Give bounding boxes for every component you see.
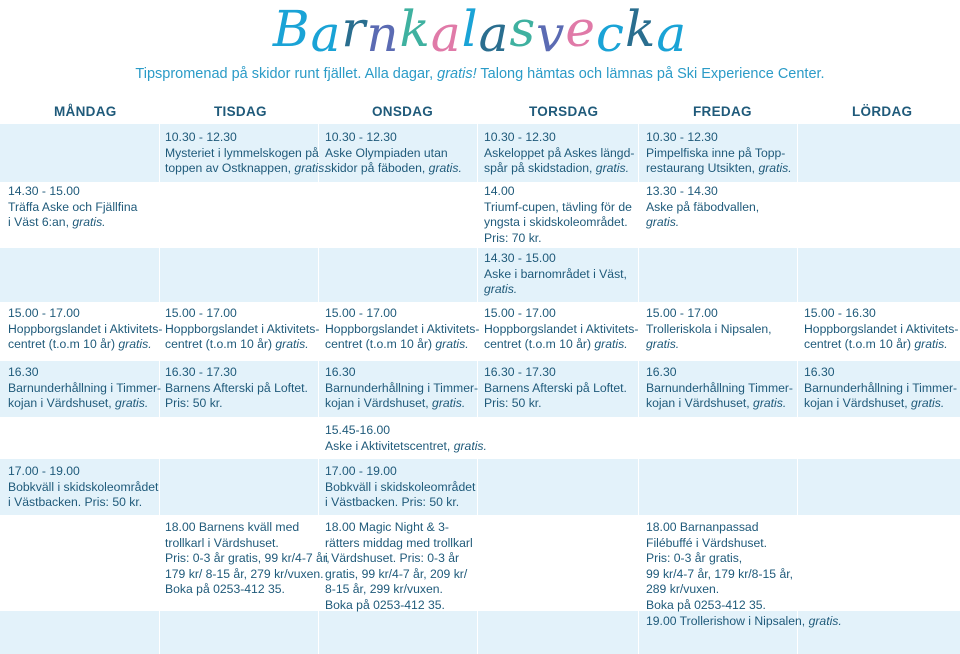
day-friday: FREDAG	[693, 104, 752, 119]
event-text-line	[325, 146, 462, 162]
title-letter: k	[625, 0, 657, 58]
event-gratis: gratis.	[432, 396, 466, 411]
event-text-line	[646, 536, 793, 552]
event-time-line	[646, 520, 793, 536]
subtitle	[0, 66, 960, 82]
event-gratis: gratis.	[594, 337, 628, 352]
event-time-line	[165, 365, 308, 381]
event-time-line	[165, 306, 319, 322]
event-text-line	[484, 200, 632, 216]
event-text-line	[8, 337, 162, 353]
event-text-line	[804, 381, 957, 397]
event-text-line	[804, 322, 958, 338]
event-text: Hoppborgslandet i Aktivitets-	[804, 321, 959, 336]
event-time-line	[8, 306, 162, 322]
event-time-line	[646, 184, 759, 200]
event-text: Barnunderhållning Timmer-	[646, 380, 793, 395]
event-time-line	[484, 130, 634, 146]
event-time-line	[8, 184, 137, 200]
event-cell	[325, 365, 478, 412]
title-letter: a	[656, 5, 688, 63]
event-text: centret (t.o.m 10 år)	[165, 337, 276, 352]
event-cell	[165, 306, 319, 353]
event-text: Pris: 50 kr.	[484, 396, 542, 411]
event-text-line	[165, 567, 330, 583]
event-text-line	[165, 337, 319, 353]
event-text: skidor på fäboden,	[325, 161, 429, 176]
event-text: kojan i Värdshuset,	[8, 396, 116, 411]
event-text-line	[484, 322, 638, 338]
schedule-band	[0, 124, 960, 182]
event-text: centret (t.o.m 10 år)	[325, 337, 436, 352]
event-cell	[484, 130, 634, 177]
event-time: 16.30 - 17.30	[484, 365, 556, 379]
column-divider	[638, 123, 639, 654]
title-letter: a	[310, 5, 342, 63]
event-time-line	[646, 614, 842, 630]
event-text: i Väst 6:an,	[8, 215, 73, 230]
event-text-line	[8, 322, 162, 338]
event-time: 16.30	[325, 365, 356, 379]
day-header-row	[0, 104, 960, 124]
event-gratis: gratis.	[453, 438, 487, 453]
event-cell	[646, 365, 793, 412]
event-time-line	[165, 130, 328, 146]
event-text: Pris: 50 kr.	[165, 396, 223, 411]
event-text-line	[8, 200, 137, 216]
event-text: Hoppborgslandet i Aktivitets-	[484, 321, 639, 336]
event-text: gratis, 99 kr/4-7 år, 209 kr/	[325, 566, 468, 581]
event-time: 19.00	[646, 614, 677, 628]
event-text: Trolleriskola i Nipsalen,	[646, 321, 772, 336]
event-text: kojan i Värdshuset,	[646, 396, 754, 411]
event-time-line	[484, 184, 632, 200]
title-letter: l	[461, 0, 479, 58]
event-time-line	[325, 365, 478, 381]
event-text: centret (t.o.m 10 år)	[484, 337, 595, 352]
event-text-line	[325, 161, 462, 177]
event-text-line	[484, 282, 627, 298]
event-cell	[325, 520, 473, 614]
event-time: 16.30	[646, 365, 677, 379]
event-text-line	[325, 337, 479, 353]
event-time: 14.30 - 15.00	[484, 251, 556, 265]
event-title: Trollerishow i Nipsalen,	[676, 614, 806, 628]
event-text-line	[646, 322, 772, 338]
event-gratis: gratis.	[72, 215, 106, 230]
event-text-line	[325, 381, 478, 397]
event-gratis: gratis.	[115, 396, 149, 411]
day-tuesday: TISDAG	[214, 104, 267, 119]
event-gratis: gratis.	[914, 337, 948, 352]
column-divider	[797, 123, 798, 654]
event-text-line	[646, 396, 793, 412]
event-time-line	[646, 365, 793, 381]
event-text-line	[165, 582, 330, 598]
title-letter: c	[595, 5, 625, 63]
event-text: Boka på 0253-412 35.	[646, 597, 766, 612]
subtitle-post: Talong hämtas och lämnas på Ski Experience Center.	[476, 66, 825, 82]
event-text-line	[165, 381, 308, 397]
event-text: Bobkväll i skidskoleområdet	[8, 479, 159, 494]
event-text-line	[484, 267, 627, 283]
event-text-line	[646, 598, 793, 614]
title-letter: r	[341, 0, 367, 58]
event-text: i Västbacken. Pris: 50 kr.	[325, 495, 460, 510]
event-text: Aske Olympiaden utan	[325, 145, 448, 160]
event-text: spår på skidstadion,	[484, 161, 596, 176]
event-gratis: gratis.	[435, 337, 469, 352]
event-time-line	[8, 464, 158, 480]
event-time: 15.00 - 17.00	[646, 306, 718, 320]
event-text: Mysteriet i lymmelskogen på	[165, 145, 319, 160]
day-thursday: TORSDAG	[529, 104, 599, 119]
event-text: 289 kr/vuxen.	[646, 582, 720, 597]
event-text: Pris: 0-3 år gratis,	[646, 551, 743, 566]
event-text-line	[325, 551, 473, 567]
event-text: Pris: 0-3 år gratis, 99 kr/4-7 år,	[165, 551, 330, 566]
event-time-line	[484, 365, 627, 381]
event-text-line	[8, 381, 161, 397]
event-text-line	[8, 480, 158, 496]
title-letter: v	[536, 5, 566, 63]
event-gratis: gratis.	[646, 337, 680, 352]
event-text: Filébuffé i Värdshuset.	[646, 535, 768, 550]
event-text: 99 kr/4-7 år, 179 kr/8-15 år,	[646, 566, 794, 581]
event-text-line	[484, 337, 638, 353]
event-cell	[165, 365, 308, 412]
event-text: 8-15 år, 299 kr/vuxen.	[325, 582, 443, 597]
event-text: Boka på 0253-412 35.	[325, 597, 445, 612]
event-text-line	[165, 146, 328, 162]
event-time: 10.30 - 12.30	[165, 130, 237, 144]
event-text: Barnunderhållning i Timmer-	[8, 380, 162, 395]
event-time: 15.00 - 17.00	[325, 306, 397, 320]
event-text: restaurang Utsikten,	[646, 161, 759, 176]
event-text: Aske på fäbodvallen,	[646, 199, 760, 214]
event-text-line	[8, 215, 137, 231]
event-text-line	[484, 161, 634, 177]
event-text-line	[804, 396, 957, 412]
event-gratis: gratis.	[805, 614, 842, 628]
event-text-line	[484, 231, 632, 247]
event-text-line	[325, 495, 475, 511]
event-text-line	[646, 215, 759, 231]
event-cell	[646, 520, 793, 614]
event-text: Hoppborgslandet i Aktivitets-	[325, 321, 480, 336]
event-time-line	[325, 130, 462, 146]
day-wednesday: ONSDAG	[372, 104, 434, 119]
event-time-line	[646, 130, 792, 146]
title-letter: e	[565, 0, 596, 58]
event-text-line	[646, 337, 772, 353]
event-text: Aske i barnområdet i Väst,	[484, 266, 627, 281]
event-text: Barnens Afterski på Loftet.	[484, 380, 627, 395]
event-time: 13.30 - 14.30	[646, 184, 718, 198]
day-monday: MÅNDAG	[54, 104, 117, 119]
event-text: Triumf-cupen, tävling för de	[484, 199, 632, 214]
event-gratis: gratis.	[294, 161, 328, 176]
event-time-line	[325, 423, 487, 439]
event-time: 10.30 - 12.30	[646, 130, 718, 144]
event-text-line	[325, 567, 473, 583]
event-time-line	[484, 251, 627, 267]
event-time: 14.30 - 15.00	[8, 184, 80, 198]
event-cell	[8, 464, 158, 511]
event-text-line	[165, 161, 328, 177]
event-cell	[484, 365, 627, 412]
event-text: Aske i Aktivitetscentret,	[325, 438, 454, 453]
event-time: 17.00 - 19.00	[8, 464, 80, 478]
day-saturday: LÖRDAG	[852, 104, 913, 119]
event-gratis: gratis.	[275, 337, 309, 352]
event-cell	[8, 365, 161, 412]
event-time: 15.00 - 17.00	[8, 306, 80, 320]
event-gratis: gratis.	[911, 396, 945, 411]
event-text: Askeloppet på Askes längd-	[484, 145, 635, 160]
event-text-line	[325, 439, 487, 455]
event-text: Barnens Afterski på Loftet.	[165, 380, 308, 395]
event-text: 179 kr/ 8-15 år, 279 kr/vuxen.	[165, 566, 324, 581]
event-text: kojan i Värdshuset,	[804, 396, 912, 411]
event-time-line	[646, 306, 772, 322]
event-text-line	[325, 480, 475, 496]
event-title: Magic Night & 3-	[355, 520, 449, 534]
event-text: Pris: 70 kr.	[484, 230, 542, 245]
event-text-line	[8, 396, 161, 412]
event-cell	[484, 251, 627, 298]
event-title: Barnens kväll med	[195, 520, 300, 534]
event-cell	[325, 423, 487, 454]
event-cell	[484, 306, 638, 353]
event-text: centret (t.o.m 10 år)	[804, 337, 915, 352]
event-cell	[484, 184, 632, 246]
event-text: Träffa Aske och Fjällfina	[8, 199, 138, 214]
event-text-line	[8, 495, 158, 511]
event-text: yngsta i skidskoleområdet.	[484, 215, 628, 230]
event-time: 17.00 - 19.00	[325, 464, 397, 478]
event-text: trollkarl i Värdshuset.	[165, 535, 279, 550]
event-text-line	[165, 322, 319, 338]
event-title: Barnanpassad	[676, 520, 759, 534]
event-time: 10.30 - 12.30	[484, 130, 556, 144]
event-text: centret (t.o.m 10 år)	[8, 337, 119, 352]
event-gratis: gratis.	[118, 337, 152, 352]
event-time-line	[325, 306, 479, 322]
event-text-line	[484, 146, 634, 162]
event-text-line	[646, 551, 793, 567]
event-time: 10.30 - 12.30	[325, 130, 397, 144]
event-text-line	[165, 536, 330, 552]
event-time-line	[325, 520, 473, 536]
event-time: 16.30 - 17.30	[165, 365, 237, 379]
event-cell	[165, 130, 328, 177]
subtitle-gratis: gratis!	[437, 66, 477, 82]
page-title	[0, 0, 960, 63]
event-time-line	[165, 520, 330, 536]
event-cell	[646, 306, 772, 353]
event-text-line	[325, 396, 478, 412]
event-cell	[8, 306, 162, 353]
event-time: 18.00	[165, 520, 196, 534]
title-letter: a	[430, 5, 462, 63]
event-text: Barnunderhållning i Timmer-	[325, 380, 479, 395]
event-time: 15.00 - 17.00	[484, 306, 556, 320]
title-letter: B	[272, 0, 311, 58]
event-time: 15.00 - 17.00	[165, 306, 237, 320]
title-letter: k	[399, 0, 431, 58]
event-cell	[646, 130, 792, 177]
event-text: rätters middag med trollkarl	[325, 535, 473, 550]
event-text: i Västbacken. Pris: 50 kr.	[8, 495, 143, 510]
title-letter: a	[478, 5, 510, 63]
event-gratis: gratis.	[646, 215, 680, 230]
event-cell	[325, 464, 475, 511]
event-text: Hoppborgslandet i Aktivitets-	[8, 321, 163, 336]
event-time-line	[8, 365, 161, 381]
event-gratis: gratis.	[595, 161, 629, 176]
event-time: 14.00	[484, 184, 515, 198]
title-letter: s	[509, 0, 537, 58]
event-text-line	[484, 396, 627, 412]
event-cell	[325, 130, 462, 177]
event-text-line	[165, 396, 308, 412]
title-letter: n	[366, 5, 400, 63]
event-cell	[8, 184, 137, 231]
event-text-line	[325, 582, 473, 598]
event-text-line	[646, 146, 792, 162]
event-text-line	[325, 322, 479, 338]
event-text: Hoppborgslandet i Aktivitets-	[165, 321, 320, 336]
event-text: Bobkväll i skidskoleområdet	[325, 479, 476, 494]
event-time: 16.30	[804, 365, 835, 379]
event-text-line	[165, 551, 330, 567]
event-text-line	[646, 161, 792, 177]
event-time: 15.00 - 16.30	[804, 306, 876, 320]
event-text-line	[804, 337, 958, 353]
event-time-line	[804, 365, 957, 381]
schedule-band	[0, 248, 960, 302]
event-text-line	[484, 215, 632, 231]
event-text-line	[325, 598, 473, 614]
event-gratis: gratis.	[758, 161, 792, 176]
event-text-line	[325, 536, 473, 552]
event-gratis: gratis.	[428, 161, 462, 176]
event-text-line	[646, 582, 793, 598]
event-gratis: gratis.	[484, 282, 518, 297]
event-time-line	[484, 306, 638, 322]
event-text-line	[484, 381, 627, 397]
event-time: 16.30	[8, 365, 39, 379]
event-time: 15.45-16.00	[325, 423, 391, 437]
event-text: Boka på 0253-412 35.	[165, 582, 285, 597]
event-text-line	[646, 200, 759, 216]
event-cell	[804, 365, 957, 412]
event-time-line	[325, 464, 475, 480]
event-text-line	[646, 567, 793, 583]
subtitle-pre: Tipspromenad på skidor runt fjället. Alla dagar,	[135, 66, 438, 82]
event-cell	[646, 614, 842, 630]
event-text: Pimpelfiska inne på Topp-	[646, 145, 786, 160]
event-time-line	[804, 306, 958, 322]
event-cell	[165, 520, 330, 598]
event-gratis: gratis.	[753, 396, 787, 411]
event-text: i Värdshuset. Pris: 0-3 år	[325, 551, 460, 566]
event-cell	[325, 306, 479, 353]
event-text-line	[646, 381, 793, 397]
event-cell	[804, 306, 958, 353]
event-cell	[646, 184, 759, 231]
event-text: toppen av Ostknappen,	[165, 161, 295, 176]
event-text: kojan i Värdshuset,	[325, 396, 433, 411]
event-text: Barnunderhållning i Timmer-	[804, 380, 958, 395]
event-time: 18.00	[646, 520, 677, 534]
event-time: 18.00	[325, 520, 356, 534]
